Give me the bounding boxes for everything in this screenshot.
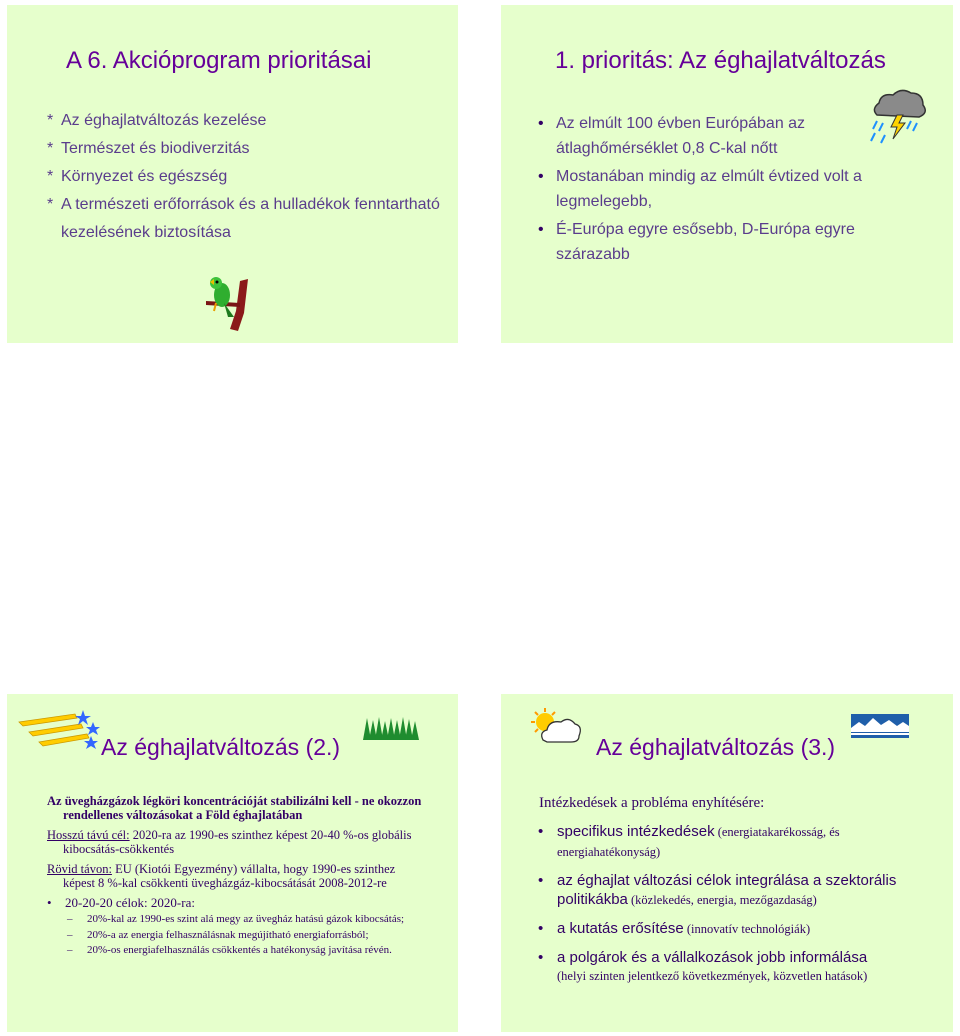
slide-2 [501, 5, 953, 343]
sub-item: – 20%-kal az 1990-es szint alá megy az üvegház hatású gázok kibocsátás; [47, 913, 427, 926]
slide-title: Az éghajlatváltozás (3.) [596, 734, 836, 760]
list-item: * Környezet és egészség [47, 168, 228, 185]
storm-cloud-icon [867, 85, 929, 147]
measures-list [538, 822, 918, 995]
shooting-stars-icon [15, 704, 107, 754]
list-item: • É-Európa egyre esősebb, D-Európa egyre szárazabb [538, 217, 898, 267]
sub-item: – 20%-a az energia felhasználásnak megújítható energiaforrásból; [47, 929, 427, 942]
slide-3 [7, 694, 458, 1032]
snowy-mountains-icon [851, 714, 909, 738]
forest-icon [359, 716, 419, 740]
list-item: • Az elmúlt 100 évben Európában az átlaghőmérséklet 0,8 C-kal nőtt [538, 111, 898, 161]
list-item: * Az éghajlatváltozás kezelése [47, 112, 267, 129]
list-item: • a polgárok és a vállalkozások jobb informálása (helyi szinten jelentkező következmények, közvetlen hatások) [538, 948, 918, 986]
slide-title: Az éghajlatváltozás (2.) [101, 734, 341, 760]
short-term-goal: Rövid távon: EU (Kiotói Egyezmény) vállalta, hogy 1990-es szinthez képest 8 %-kal csökkenti üvegházgáz-kibocsátását 2008-2012-re [47, 862, 396, 890]
bullet-list [538, 111, 898, 270]
parrot-icon [200, 273, 258, 333]
list-item: • Mostanában mindig az elmúlt évtized volt a legmelegebb, [538, 164, 898, 214]
sub-item: – 20%-os energiafelhasználás csökkentés a hatékonyság javítása révén. [47, 944, 427, 957]
slide-title: A 6. Akcióprogram prioritásai [66, 47, 372, 74]
lead-text: Az üvegházgázok légköri koncentrációját stabilizálni kell - ne okozzon rendellenes változásokat a Föld éghajlatában [47, 794, 422, 822]
sun-cloud-icon [527, 706, 583, 746]
list-item: * A természeti erőforrások és a hulladékok fenntartható kezelésének biztosítása [47, 196, 440, 241]
list-item: • a kutatás erősítése (innovatív technológiák) [538, 919, 918, 939]
list-item: • az éghajlat változási célok integrálása a szektorális politikákba (közlekedés, energia, mezőgazdaság) [538, 871, 918, 910]
list-item: • 20-20-20 célok: 2020-ra: [47, 896, 427, 910]
slide-4 [501, 694, 953, 1032]
slide-1 [7, 5, 458, 343]
slide-title: 1. prioritás: Az éghajlatváltozás [555, 47, 886, 74]
list-item: • specifikus intézkedések (energiatakarékosság, és energiahatékonyság) [538, 822, 918, 862]
list-item: * Természet és biodiverzitás [47, 140, 250, 157]
long-term-goal: Hosszú távú cél: 2020-ra az 1990-es szinthez képest 20-40 %-os globális kibocsátás-csökkentés [47, 828, 412, 856]
slide-body [47, 794, 427, 957]
intro-text: Intézkedések a probléma enyhítésére: [539, 795, 765, 811]
priority-list [47, 107, 458, 247]
